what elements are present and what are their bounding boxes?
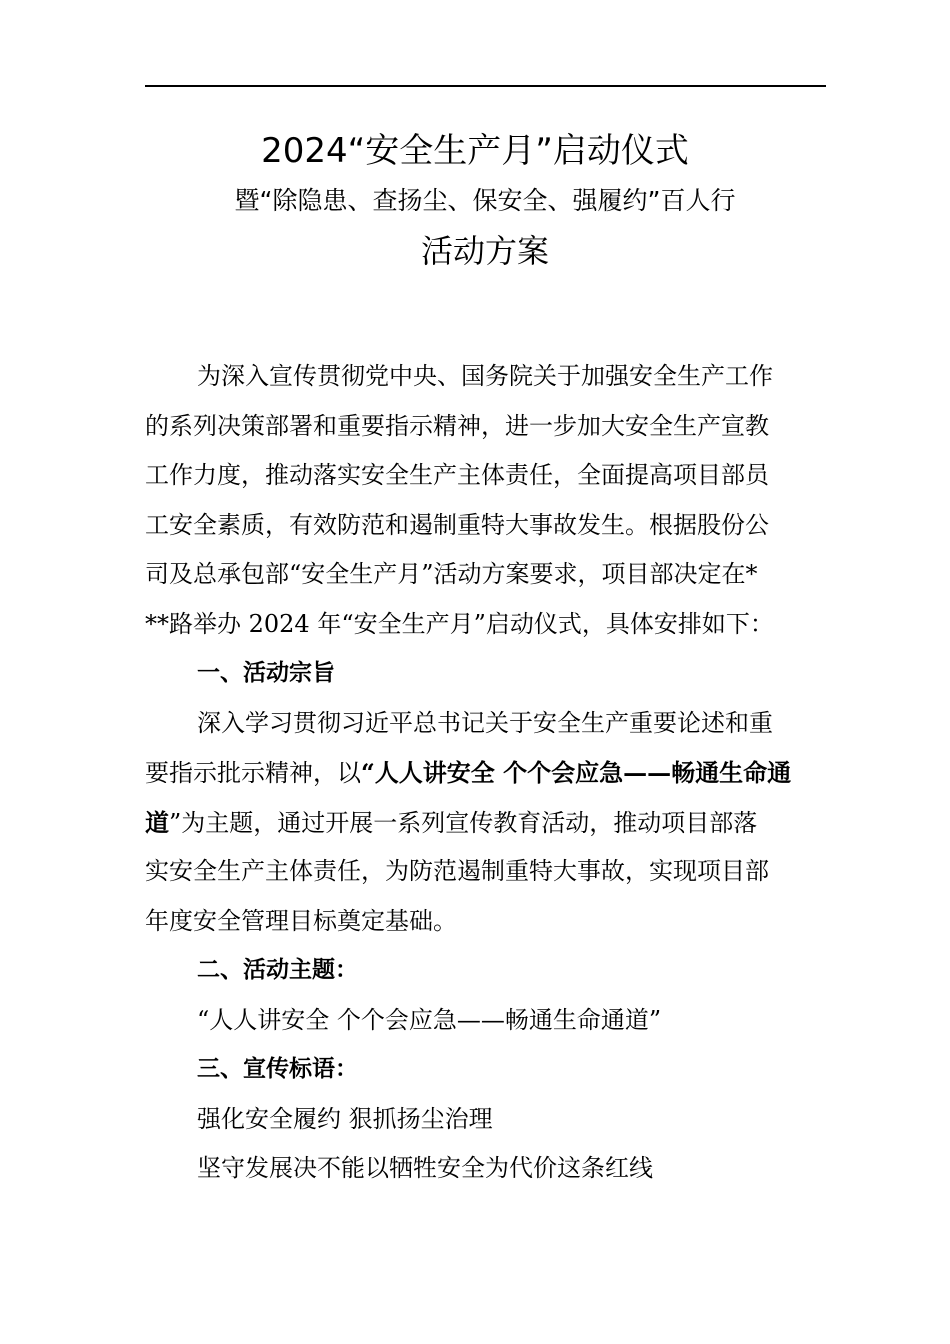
section-heading-theme: 二、活动主题： — [197, 957, 358, 983]
purpose-text: 要指示批示精神，以 — [145, 759, 361, 787]
document-subtitle: 暨“除隐患、查扬尘、保安全、强履约”百人行 — [234, 186, 736, 215]
purpose-line — [145, 748, 835, 798]
intro-line: 工作力度，推动落实安全生产主体责任，全面提高项目部员 — [145, 461, 769, 489]
document-type-title: 活动方案 — [420, 232, 549, 270]
section-heading-slogans: 三、宣传标语： — [197, 1056, 358, 1082]
section-heading-purpose: 一、活动宗旨 — [197, 660, 335, 686]
theme-text: “人人讲安全 个个会应急——畅通生命通道” — [197, 1005, 662, 1034]
purpose-text: ”为主题，通过开展一系列宣传教育活动，推动项目部落 — [169, 808, 758, 837]
intro-line: 为深入宣传贯彻党中央、国务院关于加强安全生产工作 — [197, 362, 773, 390]
purpose-line — [145, 798, 835, 848]
intro-line: 的系列决策部署和重要指示精神，进一步加大安全生产宣教 — [145, 411, 769, 440]
header-rule — [145, 85, 826, 87]
purpose-theme-quote: “人人讲安全 个个会应急——畅通生命通 — [361, 758, 792, 787]
purpose-line: 实安全生产主体责任，为防范遏制重特大事故，实现项目部 — [145, 857, 769, 885]
intro-line: 工安全素质，有效防范和遏制重特大事故发生。根据股份公 — [145, 510, 769, 539]
purpose-theme-quote-end: 道 — [145, 807, 169, 837]
slogan-line: 强化安全履约 狠抓扬尘治理 — [197, 1104, 493, 1133]
purpose-line: 深入学习贯彻习近平总书记关于安全生产重要论述和重 — [197, 708, 773, 737]
intro-paragraph — [145, 352, 835, 1194]
document-title: 2024“安全生产月”启动仪式 — [261, 131, 689, 171]
intro-line: 司及总承包部“安全生产月”活动方案要求，项目部决定在* — [145, 560, 758, 588]
purpose-line: 年度安全管理目标奠定基础。 — [145, 906, 457, 935]
intro-line: **路举办 2024 年“安全生产月”启动仪式，具体安排如下： — [145, 609, 774, 638]
slogan-line: 坚守发展决不能以牺牲安全为代价这条红线 — [197, 1154, 653, 1182]
